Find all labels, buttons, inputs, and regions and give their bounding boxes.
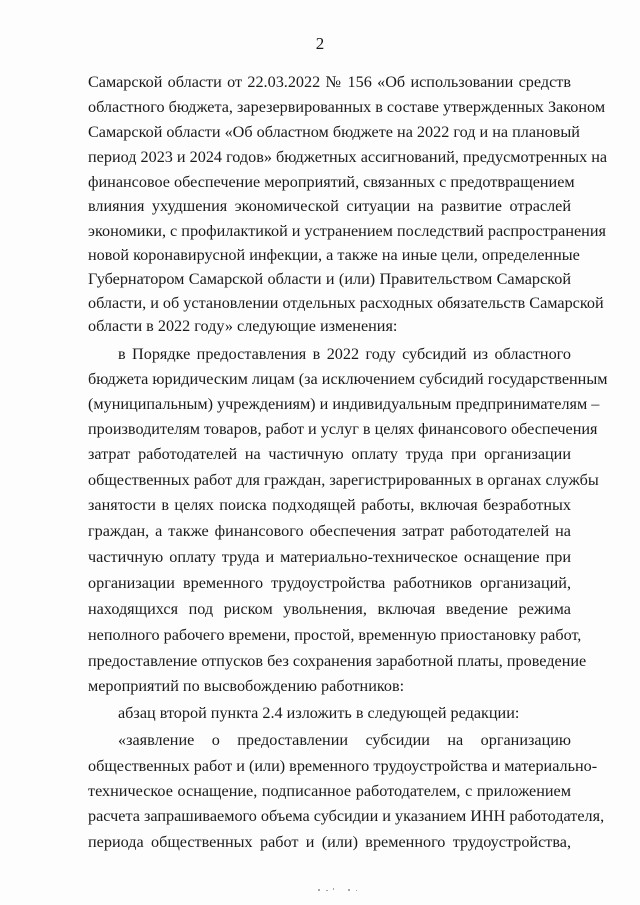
paragraph-1-line-8: новой коронавирусной инфекции, а также на иные цели, определенные	[88, 246, 580, 264]
scan-speck	[348, 889, 350, 891]
page-number: 2	[315, 34, 325, 53]
paragraph-4-line-2: общественных работ и (или) временного трудоустройства и материально-	[88, 757, 598, 775]
paragraph-2-line-9: частичную оплату труда и материально-техническое оснащение при	[88, 548, 571, 566]
paragraph-1-line-10: области, и об установлении отдельных расходных обязательств Самарской	[88, 294, 604, 312]
paragraph-3-line-1: абзац второй пункта 2.4 изложить в следующей редакции:	[118, 704, 520, 722]
paragraph-2-line-12: неполного рабочего времени, простой, временную приостановку работ,	[88, 626, 582, 644]
paragraph-2-line-4: производителям товаров, работ и услуг в целях финансового обеспечения	[88, 420, 598, 438]
paragraph-2-line-11: находящихся под риском увольнения, включая введение режима	[88, 600, 571, 618]
paragraph-2-line-14: мероприятий по высвобождению работников:	[88, 677, 405, 695]
paragraph-1-line-7: экономики, с профилактикой и устранением последствий распространения	[88, 222, 606, 240]
paragraph-2-line-10: организации временного трудоустройства работников организаций,	[88, 574, 571, 592]
paragraph-2-line-5: затрат работодателей на частичную оплату труда при организации	[88, 445, 571, 463]
paragraph-4-line-3: техническое оснащение, подписанное работодателем, с приложением	[88, 782, 571, 800]
paragraph-1-line-11: области в 2022 году» следующие изменения:	[88, 317, 398, 335]
paragraph-1-line-9: Губернатором Самарской области и (или) Правительством Самарской	[88, 270, 571, 288]
paragraph-1-line-6: влияния ухудшения экономической ситуации на развитие отраслей	[88, 197, 571, 215]
scan-speck	[333, 888, 334, 890]
paragraph-2-line-2: бюджета юридическим лицам (за исключением субсидий государственным	[88, 370, 608, 388]
paragraph-2-line-8: граждан, а также финансового обеспечения затрат работодателей на	[88, 522, 571, 540]
paragraph-2-line-6: общественных работ для граждан, зарегистрированных в органах службы	[88, 471, 599, 489]
paragraph-1-line-5: финансовое обеспечение мероприятий, связанных с предотвращением	[88, 173, 575, 191]
scan-speck	[318, 889, 320, 891]
paragraph-1-line-1: Самарской области от 22.03.2022 № 156 «Об использовании средств	[88, 73, 571, 91]
paragraph-1-line-4: период 2023 и 2024 годов» бюджетных ассигнований, предусмотренных на	[88, 148, 608, 166]
paragraph-1-line-2: областного бюджета, зарезервированных в составе утвержденных Законом	[88, 98, 606, 116]
paragraph-4-line-5: периода общественных работ и (или) временного трудоустройства,	[88, 833, 571, 851]
paragraph-2-line-7: занятости в целях поиска подходящей работы, включая безработных	[88, 496, 571, 514]
scan-speck	[326, 890, 328, 891]
paragraph-1-line-3: Самарской области «Об областном бюджете на 2022 год и на плановый	[88, 123, 580, 141]
scan-speck	[356, 890, 357, 891]
paragraph-4-line-4: расчета запрашиваемого объема субсидии и указанием ИНН работодателя,	[88, 807, 605, 825]
paragraph-4-line-1: «заявление о предоставлении субсидии на организацию	[118, 731, 571, 749]
paragraph-2-line-1: в Порядке предоставления в 2022 году субсидий из областного	[118, 345, 571, 363]
paragraph-2-line-3: (муниципальным) учреждениям) и индивидуальным предпринимателям –	[88, 395, 600, 413]
paragraph-2-line-13: предоставление отпусков без сохранения заработной платы, проведение	[88, 652, 587, 670]
